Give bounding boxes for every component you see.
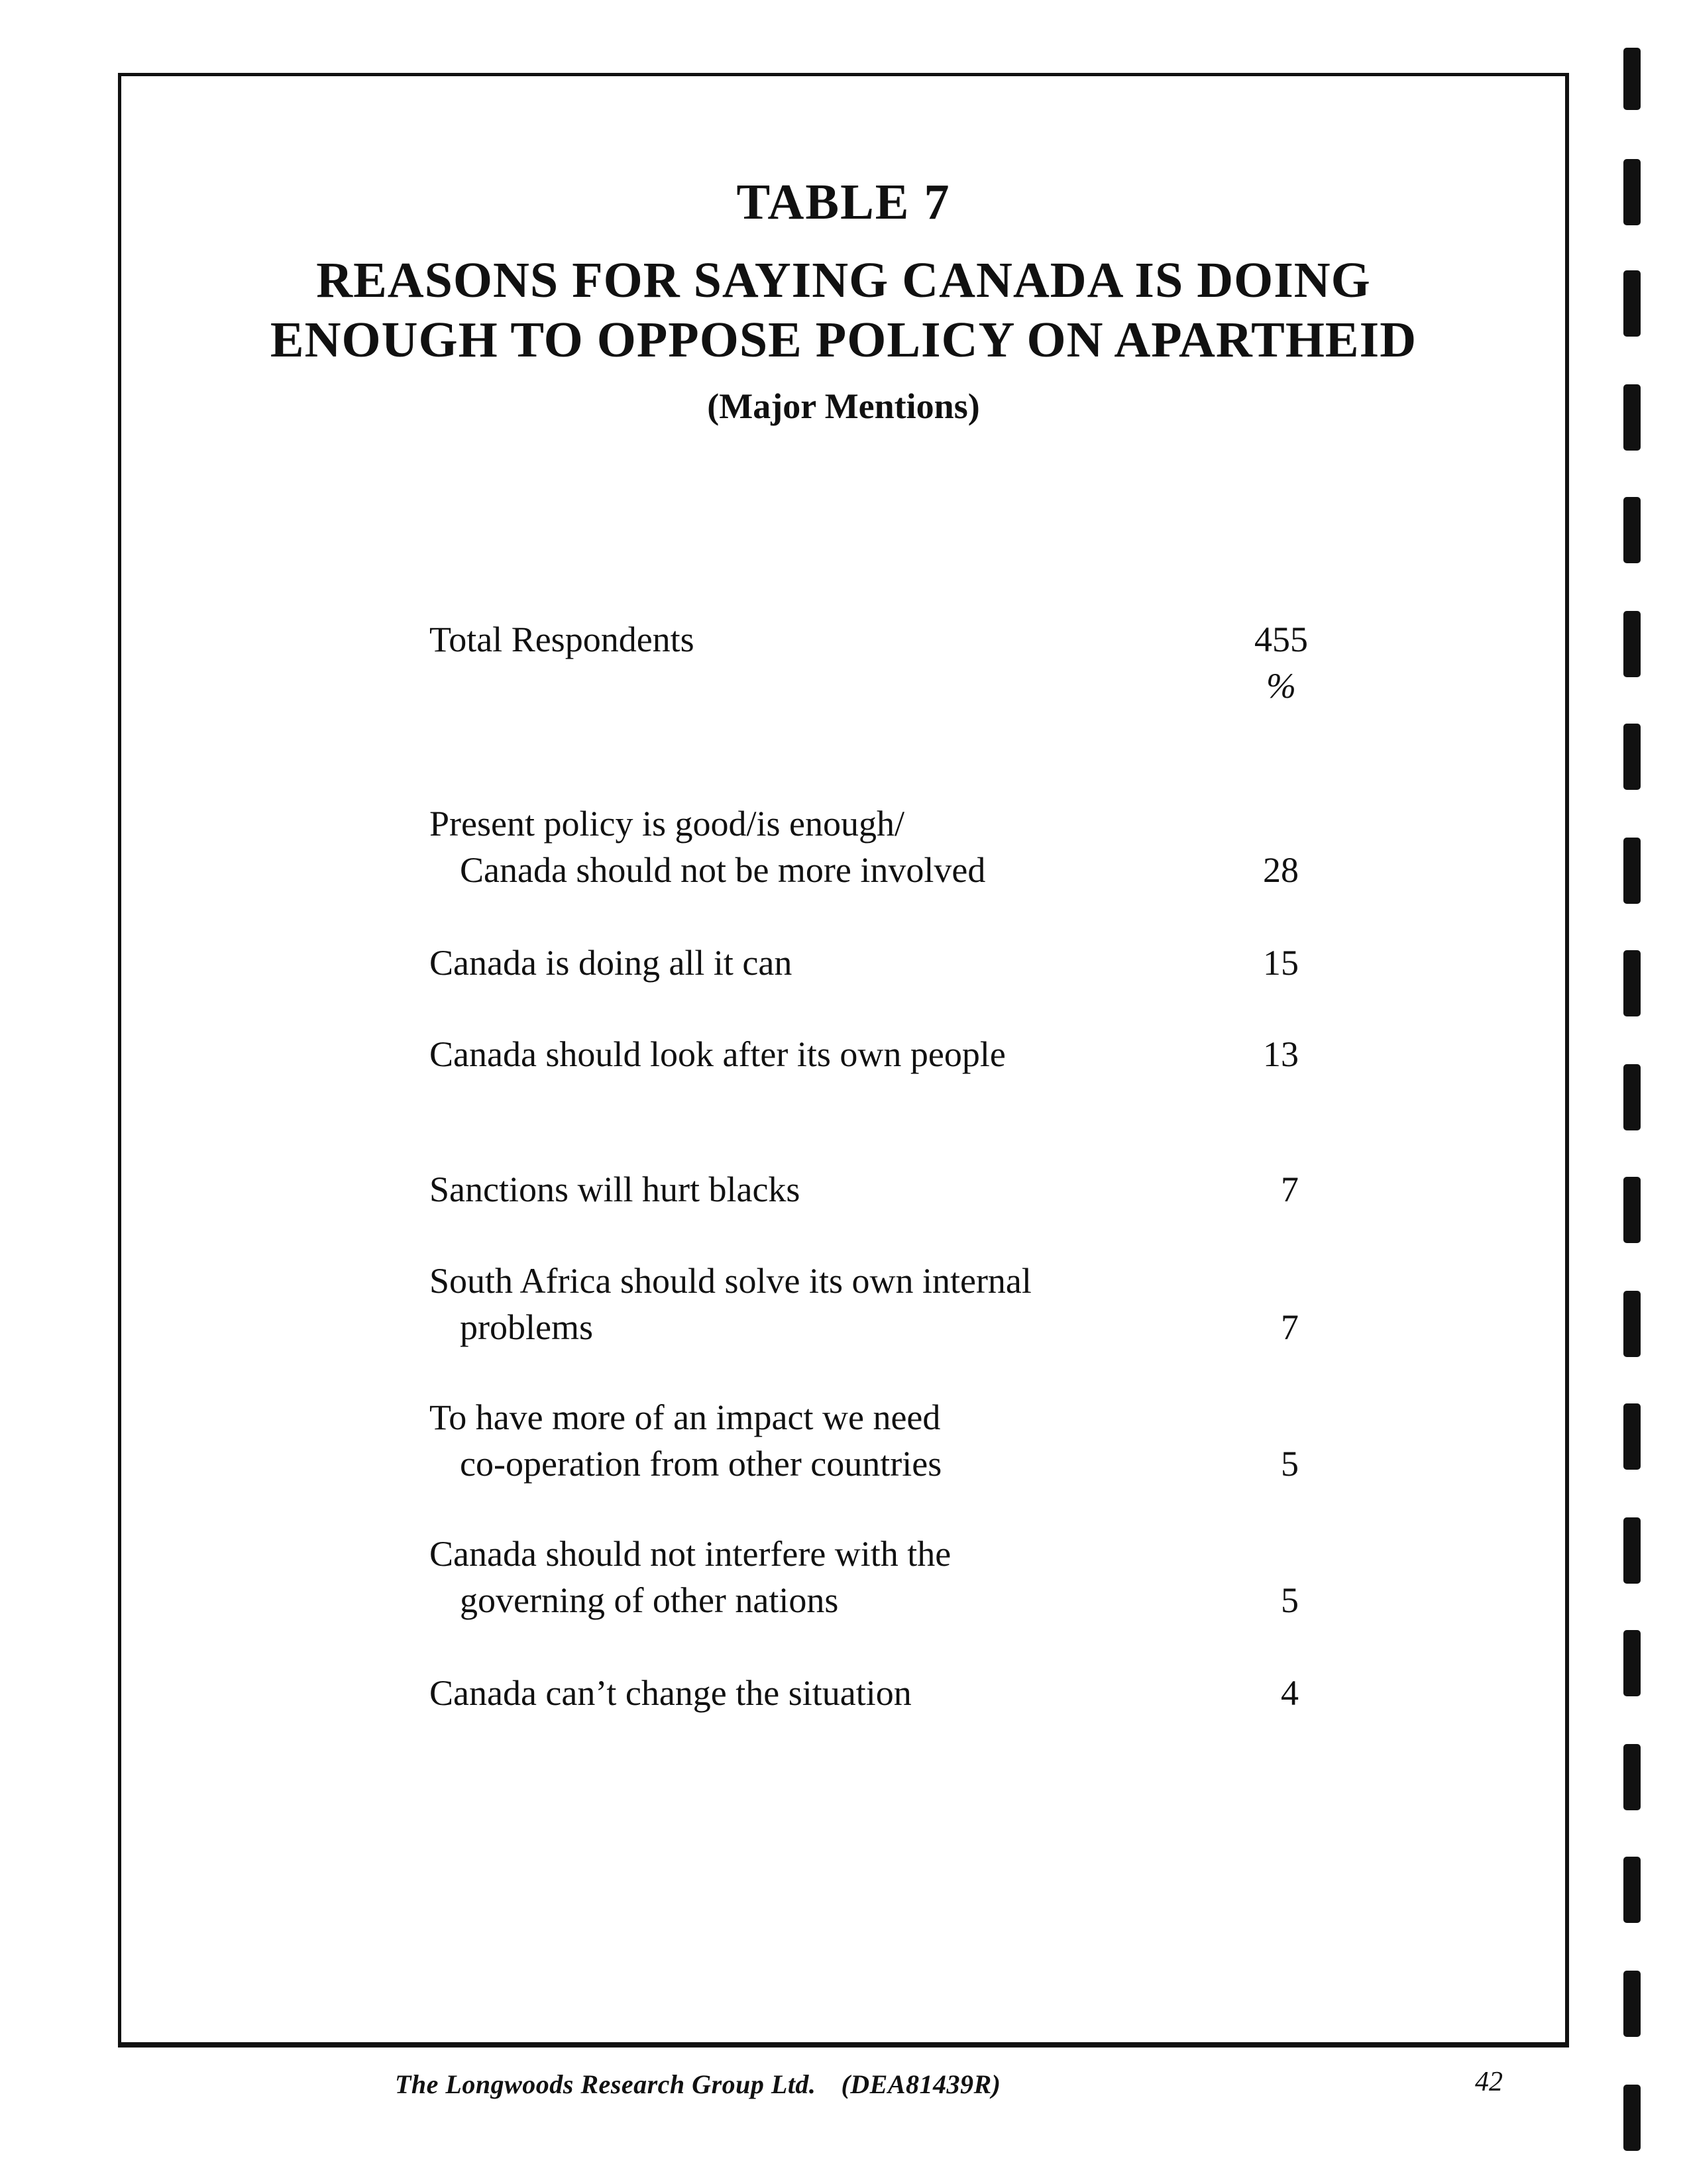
- row-label-line-1: Canada is doing all it can: [429, 943, 792, 983]
- binding-punch-mark: [1623, 159, 1641, 225]
- binding-strip: [1617, 40, 1650, 2173]
- table-label: TABLE 7: [736, 174, 951, 230]
- table-row-value: 7: [1281, 1170, 1299, 1209]
- percent-unit-label: %: [1266, 666, 1296, 706]
- binding-punch-mark: [1623, 1403, 1641, 1470]
- row-label-line-1: South Africa should solve its own internal: [429, 1261, 1032, 1301]
- footer-citation: [395, 2069, 1001, 2100]
- binding-punch-mark: [1623, 1971, 1641, 2037]
- table-row-label: [429, 1258, 1032, 1350]
- table-row-value: 4: [1281, 1673, 1299, 1713]
- footer-code: (DEA81439R): [841, 2069, 1001, 2099]
- table-row-value: 5: [1281, 1444, 1299, 1484]
- row-label-line-2: Canada should not be more involved: [460, 850, 986, 890]
- binding-punch-mark: [1623, 1291, 1641, 1357]
- table-row-value: 7: [1281, 1307, 1299, 1347]
- table-subtitle: (Major Mentions): [707, 386, 980, 426]
- table-title-line-2: ENOUGH TO OPPOSE POLICY ON APARTHEID: [270, 312, 1417, 368]
- binding-punch-mark: [1623, 724, 1641, 790]
- binding-punch-mark: [1623, 384, 1641, 451]
- page-number: 42: [1475, 2067, 1503, 2097]
- table-row-label: [429, 800, 985, 893]
- row-label-line-2: problems: [460, 1307, 593, 1347]
- row-label-line-1: Canada should not interfere with the: [429, 1534, 952, 1574]
- table-row-label: [429, 940, 792, 986]
- table-row-value: 5: [1281, 1580, 1299, 1620]
- table-row-value: 15: [1263, 943, 1299, 983]
- binding-punch-mark: [1623, 950, 1641, 1016]
- binding-punch-mark: [1623, 1857, 1641, 1923]
- binding-punch-mark: [1623, 1630, 1641, 1696]
- footer-org: The Longwoods Research Group Ltd.: [395, 2069, 816, 2099]
- row-label-line-2: co-operation from other countries: [460, 1444, 942, 1484]
- table-row-label: [429, 1670, 912, 1716]
- binding-punch-mark: [1623, 611, 1641, 677]
- table-title-line-1: REASONS FOR SAYING CANADA IS DOING: [316, 252, 1371, 308]
- binding-punch-mark: [1623, 838, 1641, 904]
- table-row-label: [429, 1394, 942, 1487]
- binding-punch-mark: [1623, 48, 1641, 110]
- row-label-line-1: Sanctions will hurt blacks: [429, 1170, 800, 1209]
- row-label-line-1: Canada can’t change the situation: [429, 1673, 912, 1713]
- row-label-line-1: Present policy is good/is enough/: [429, 804, 904, 844]
- total-respondents-label: Total Respondents: [429, 620, 694, 659]
- table-row-label: [429, 1531, 951, 1623]
- table-row-value: 28: [1263, 850, 1299, 890]
- binding-punch-mark: [1623, 1177, 1641, 1243]
- binding-punch-mark: [1623, 270, 1641, 337]
- table-row-label: [429, 1166, 800, 1213]
- binding-punch-mark: [1623, 2085, 1641, 2151]
- row-label-line-2: governing of other nations: [460, 1580, 839, 1620]
- row-label-line-1: To have more of an impact we need: [429, 1397, 941, 1437]
- binding-punch-mark: [1623, 497, 1641, 563]
- table-row-label: [429, 1031, 1006, 1077]
- binding-punch-mark: [1623, 1517, 1641, 1584]
- total-respondents-value: 455: [1254, 620, 1308, 659]
- binding-punch-mark: [1623, 1744, 1641, 1810]
- table-row-value: 13: [1263, 1034, 1299, 1074]
- binding-punch-mark: [1623, 1064, 1641, 1130]
- row-label-line-1: Canada should look after its own people: [429, 1034, 1006, 1074]
